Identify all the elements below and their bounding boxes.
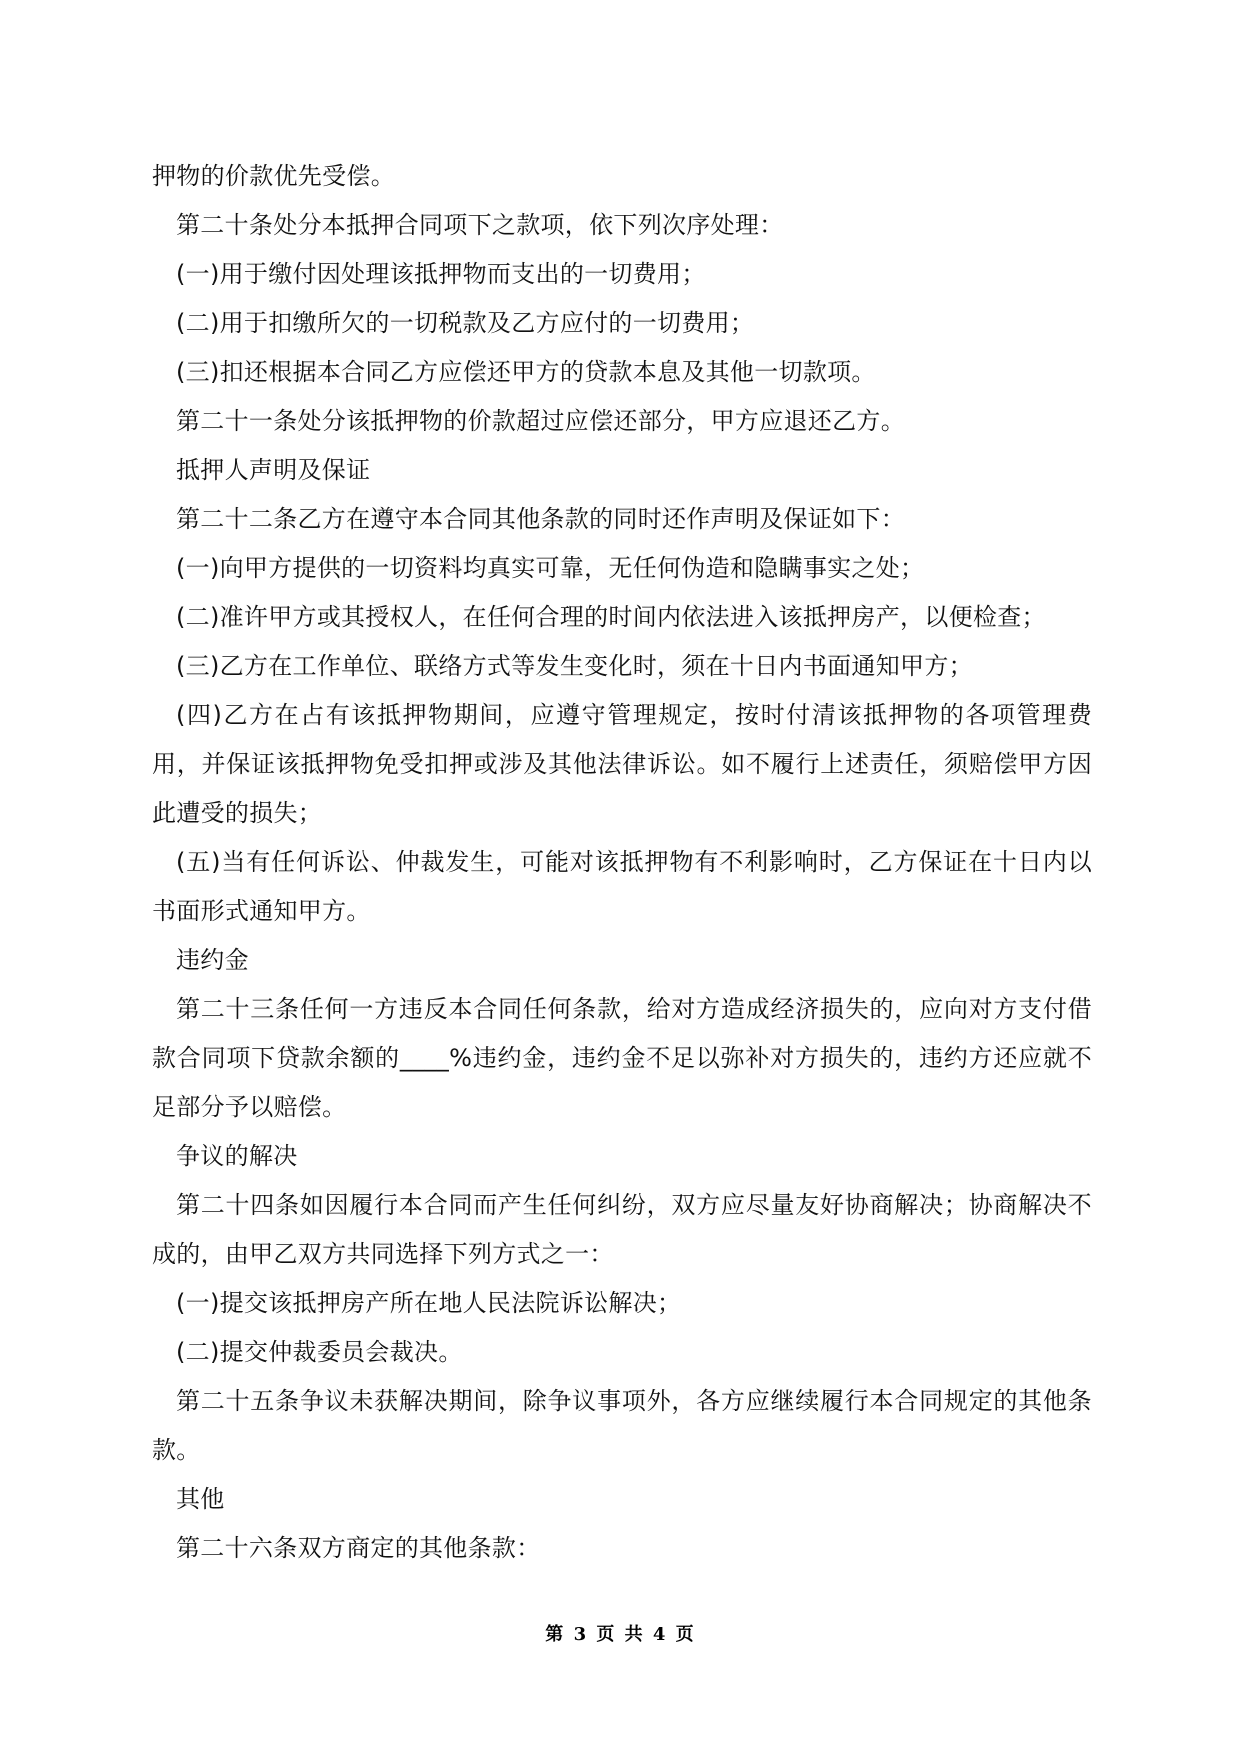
section-heading: 违约金 — [176, 946, 249, 974]
section-heading: 抵押人声明及保证 — [176, 456, 371, 484]
paragraph: 第二十三条任何一方违反本合同任何条款，给对方造成经济损失的，应向对方支付借款合同项下贷款余额的____%违约金，违约金不足以弥补对方损失的，违约方还应就不足部分予以赔偿。 — [152, 995, 1092, 1121]
section-heading: 其他 — [176, 1485, 225, 1513]
paragraph: 第二十六条双方商定的其他条款： — [176, 1534, 541, 1562]
document-body — [152, 152, 1092, 1573]
paragraph: (一)向甲方提供的一切资料均真实可靠，无任何伪造和隐瞒事实之处； — [176, 554, 925, 582]
page-number-footer: 第 3 页 共 4 页 — [545, 1624, 696, 1645]
paragraph: 第二十四条如因履行本合同而产生任何纠纷，双方应尽量友好协商解决；协商解决不成的，由甲乙双方共同选择下列方式之一： — [152, 1191, 1092, 1268]
paragraph: (二)准许甲方或其授权人，在任何合理的时间内依法进入该抵押房产，以便检查； — [176, 603, 1046, 631]
paragraph: (四)乙方在占有该抵押物期间，应遵守管理规定，按时付清该抵押物的各项管理费用，并保证该抵押物免受扣押或涉及其他法律诉讼。如不履行上述责任，须赔偿甲方因此遭受的损失； — [152, 701, 1092, 827]
paragraph: (一)提交该抵押房产所在地人民法院诉讼解决； — [176, 1289, 682, 1317]
paragraph: (二)提交仲裁委员会裁决。 — [176, 1338, 463, 1366]
paragraph: 押物的价款优先受偿。 — [152, 162, 395, 190]
paragraph: 第二十条处分本抵押合同项下之款项，依下列次序处理： — [176, 211, 784, 239]
paragraph: (二)用于扣缴所欠的一切税款及乙方应付的一切费用； — [176, 309, 755, 337]
paragraph: (三)扣还根据本合同乙方应偿还甲方的贷款本息及其他一切款项。 — [176, 358, 876, 386]
paragraph: (三)乙方在工作单位、联络方式等发生变化时，须在十日内书面通知甲方； — [176, 652, 973, 680]
paragraph: 第二十五条争议未获解决期间，除争议事项外，各方应继续履行本合同规定的其他条款。 — [152, 1387, 1092, 1464]
paragraph: (五)当有任何诉讼、仲裁发生，可能对该抵押物有不利影响时，乙方保证在十日内以书面形式通知甲方。 — [152, 848, 1092, 925]
paragraph: (一)用于缴付因处理该抵押物而支出的一切费用； — [176, 260, 706, 288]
section-heading: 争议的解决 — [176, 1142, 298, 1170]
paragraph: 第二十一条处分该抵押物的价款超过应偿还部分，甲方应退还乙方。 — [176, 407, 905, 435]
paragraph: 第二十二条乙方在遵守本合同其他条款的同时还作声明及保证如下： — [176, 505, 905, 533]
